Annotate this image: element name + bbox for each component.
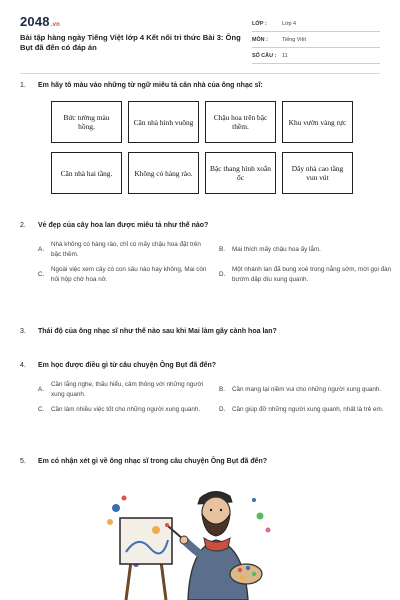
painter bbox=[180, 491, 262, 600]
option-b[interactable]: B. Mai thích mấy chậu hoa ấy lắm. bbox=[219, 245, 321, 253]
question-text: Em có nhận xét gì về ông nhạc sĩ trong câu chuyện Ông Bụt đã đến? bbox=[38, 458, 268, 465]
word-box[interactable]: Dãy nhà cao tầng vun vút bbox=[282, 152, 353, 194]
word-box[interactable]: Bậc thang hình xoắn ốc bbox=[205, 152, 276, 194]
canvas bbox=[120, 518, 172, 564]
word-box[interactable]: Chậu hoa trên bậc thềm. bbox=[205, 101, 276, 143]
logo-text: 2048 bbox=[20, 14, 50, 29]
word-grid bbox=[51, 101, 380, 194]
paint-splash bbox=[112, 504, 120, 512]
paint-splash bbox=[257, 513, 264, 520]
question-1 bbox=[20, 81, 380, 194]
page-title: Bài tập hàng ngày Tiếng Việt lớp 4 Kết nối tri thức Bài 3: Ông Bụt đã đến có đáp án bbox=[20, 33, 241, 52]
word-box[interactable]: Căn nhà hai tầng. bbox=[51, 152, 122, 194]
header-divider bbox=[20, 73, 380, 74]
logo-suffix: .vn bbox=[50, 22, 61, 28]
meta-row-subject: MÔN : Tiếng Việt bbox=[252, 32, 380, 48]
question-text: Thái độ của ông nhạc sĩ như thế nào sau khi Mai làm gãy cành hoa lan? bbox=[38, 328, 277, 335]
question-text: Vẻ đẹp của cây hoa lan được miêu tả như thế nào? bbox=[38, 222, 209, 229]
question-2 bbox=[20, 221, 392, 284]
option-c[interactable]: C. Ngoài việc xem cây có con sâu nào hay không, Mai còn hỏi hộp chờ hoa nở. bbox=[38, 266, 207, 283]
question-text: Em học được điều gì từ câu chuyện Ông Bụt đã đến? bbox=[38, 362, 217, 369]
option-a[interactable]: A. Nhà không có hàng rào, chỉ có mấy chậu hoa đặt trên bậc thềm. bbox=[38, 241, 201, 258]
question-text: Em hãy tô màu vào những từ ngữ miêu tả căn nhà của ông nhạc sĩ: bbox=[38, 82, 263, 89]
question-number: 2. bbox=[20, 222, 26, 229]
word-box[interactable]: Không có hàng rào. bbox=[128, 152, 199, 194]
options bbox=[38, 240, 392, 284]
logo[interactable] bbox=[20, 14, 245, 29]
word-box[interactable]: Bức tường màu hồng. bbox=[51, 101, 122, 143]
question-number: 1. bbox=[20, 82, 26, 89]
meta-row-class: LỚP : Lớp 4 bbox=[252, 16, 380, 32]
question-3 bbox=[20, 327, 380, 337]
word-box[interactable]: Căn nhà hình vuông bbox=[128, 101, 199, 143]
meta-table bbox=[252, 16, 380, 64]
palette bbox=[230, 564, 262, 584]
header bbox=[20, 14, 380, 64]
meta-row-count: SỐ CÂU : 11 bbox=[252, 48, 380, 64]
header-left bbox=[20, 14, 245, 64]
option-d[interactable]: D. Một nhánh lan đã bung xoè trong nắng sớm, mời gọi đàn bướm dập dìu xung quanh. bbox=[219, 266, 392, 283]
option-b[interactable]: B. Cần mang lại niềm vui cho những người xung quanh. bbox=[219, 385, 382, 393]
question-number: 3. bbox=[20, 328, 26, 335]
question-number: 5. bbox=[20, 458, 26, 465]
paint-splash bbox=[266, 528, 271, 533]
question-5 bbox=[20, 457, 380, 467]
easel bbox=[120, 518, 172, 600]
painter-at-easel-illustration bbox=[96, 478, 286, 600]
option-d[interactable]: D. Cần giúp đỡ những người xung quanh, nhất là trẻ em. bbox=[219, 406, 384, 413]
question-number: 4. bbox=[20, 362, 26, 369]
word-box[interactable]: Khu vườn vàng rực bbox=[282, 101, 353, 143]
question-4 bbox=[20, 361, 384, 415]
options bbox=[38, 380, 384, 415]
paint-splash bbox=[122, 496, 127, 501]
paint-splash bbox=[107, 519, 113, 525]
paint-splash bbox=[252, 498, 256, 502]
option-a[interactable]: A. Cần lắng nghe, thấu hiểu, cảm thông với những người xung quanh. bbox=[38, 381, 204, 398]
option-c[interactable]: C. Cần làm nhiều việc tốt cho những người xung quanh. bbox=[38, 406, 201, 413]
